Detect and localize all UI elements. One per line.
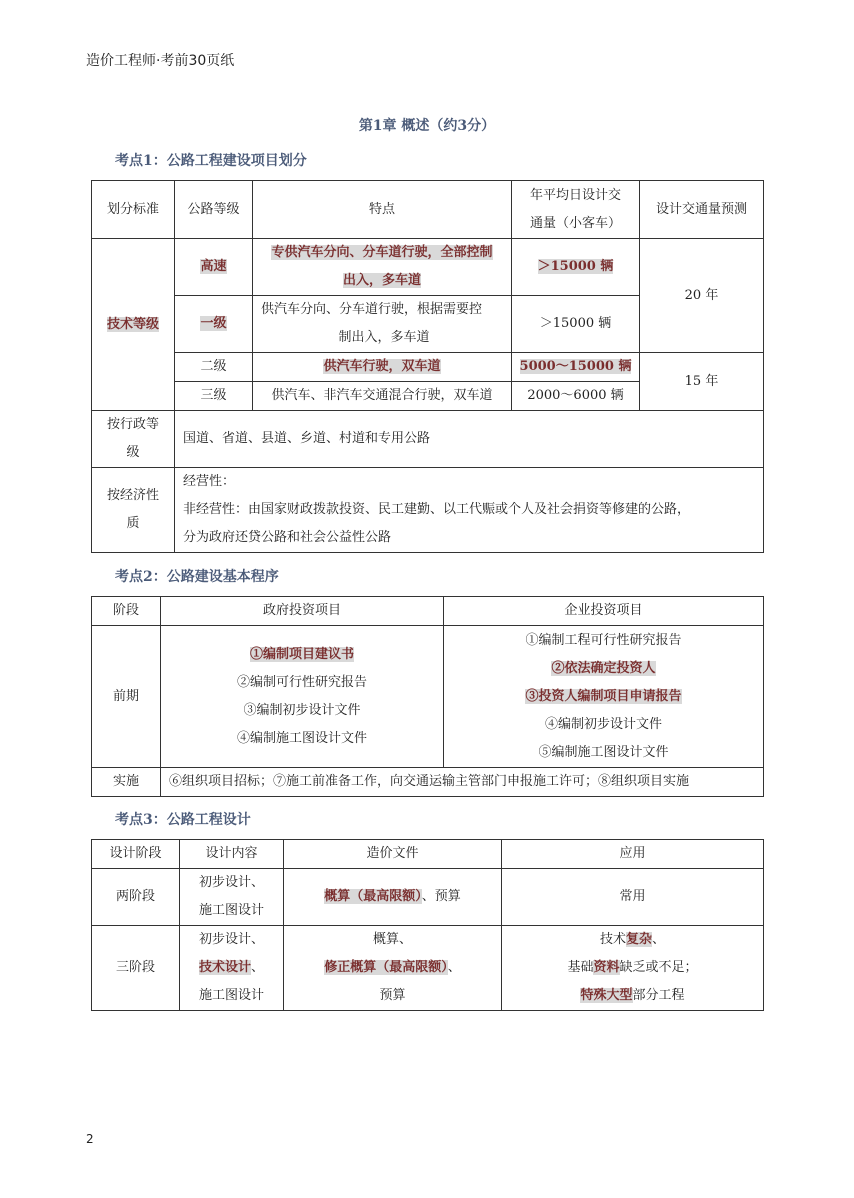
cost-text: 预算 <box>379 988 406 1003</box>
header-cell <box>512 181 640 239</box>
feature-cell: 供汽车、非汽车交通混合行驶，双车道 <box>253 382 512 411</box>
header-cell: 特点 <box>253 181 512 239</box>
grade-cell <box>175 296 253 353</box>
app-cell <box>502 926 764 1011</box>
feature-text: 制出入，多车道 <box>338 330 430 345</box>
app-text: 技术 <box>599 932 626 947</box>
page-header: 造价工程师·考前30页纸 <box>86 53 235 69</box>
gov-steps-cell <box>161 626 444 768</box>
ent-step: ⑤编制施工图设计文件 <box>538 744 669 760</box>
header-cell: 应用 <box>502 840 764 869</box>
forecast-cell: 15 年 <box>640 353 764 411</box>
cost-text: 、预算 <box>421 889 461 904</box>
header-cell: 企业投资项目 <box>444 597 764 626</box>
volume-text: 5000～15000 辆 <box>519 359 632 374</box>
header-cell: 阶段 <box>92 597 161 626</box>
ent-step: ②依法确定投资人 <box>551 660 656 676</box>
tech-grade-cell <box>92 239 175 411</box>
admin-text: 国道、省道、县道、乡道、村道和专用公路 <box>175 411 764 468</box>
admin-label: 按行政等 <box>106 417 159 432</box>
kp3-title: 考点3：公路工程设计 <box>115 812 251 828</box>
volume-cell: 2000～6000 辆 <box>512 382 640 411</box>
app-text: 基础 <box>567 960 594 975</box>
cost-text: 、 <box>447 960 461 975</box>
cost-cell <box>284 869 502 926</box>
header-text: 通量（小客车） <box>529 215 621 231</box>
app-text: 特殊大型 <box>580 988 633 1003</box>
content-cell <box>180 869 284 926</box>
grade-label: 一级 <box>200 316 227 331</box>
gov-step: ④编制施工图设计文件 <box>236 730 367 746</box>
app-cell: 常用 <box>502 869 764 926</box>
cost-text: 概算（最高限额） <box>324 889 422 904</box>
grade-cell: 二级 <box>175 353 253 382</box>
app-text: 部分工程 <box>632 988 685 1003</box>
feature-cell <box>253 296 512 353</box>
stage-cell: 前期 <box>92 626 161 768</box>
header-cell: 政府投资项目 <box>161 597 444 626</box>
gov-step: ③编制初步设计文件 <box>243 702 361 718</box>
stage-cell: 三阶段 <box>92 926 180 1011</box>
header-cell: 公路等级 <box>175 181 253 239</box>
header-cell: 设计交通量预测 <box>640 181 764 239</box>
econ-text: 非经营性：由国家财政拨款投资、民工建勤、以工代赈或个人及社会捐资等修建的公路， <box>183 502 691 517</box>
ent-step: ③投资人编制项目申请报告 <box>525 688 682 704</box>
cost-cell <box>284 926 502 1011</box>
ent-steps-cell <box>444 626 764 768</box>
header-cell: 设计内容 <box>180 840 284 869</box>
feature-cell <box>253 239 512 296</box>
tech-grade-label: 技术等级 <box>106 316 159 332</box>
gov-step: ②编制可行性研究报告 <box>236 674 367 690</box>
stage-cell: 实施 <box>92 768 161 797</box>
econ-label: 质 <box>126 516 140 531</box>
econ-text-cell <box>175 468 764 553</box>
ent-step: ④编制初步设计文件 <box>544 716 662 732</box>
volume-cell <box>512 353 640 382</box>
header-cell: 设计阶段 <box>92 840 180 869</box>
admin-label-cell <box>92 411 175 468</box>
content-text: 初步设计、 <box>198 875 264 890</box>
kp2-table <box>91 596 764 797</box>
content-text: 施工图设计 <box>198 988 264 1003</box>
app-text: 、 <box>652 932 666 947</box>
forecast-cell: 20 年 <box>640 239 764 353</box>
app-text: 资料 <box>593 960 620 975</box>
impl-text: ⑥组织项目招标；⑦施工前准备工作，向交通运输主管部门申报施工许可；⑧组织项目实施 <box>161 768 764 797</box>
volume-cell <box>512 239 640 296</box>
econ-label: 按经济性 <box>106 488 159 503</box>
kp1-title: 考点1：公路工程建设项目划分 <box>115 153 307 169</box>
header-text: 年平均日设计交 <box>529 187 621 203</box>
ent-step: ①编制工程可行性研究报告 <box>525 632 682 648</box>
admin-label: 级 <box>126 445 140 460</box>
app-text: 复杂 <box>625 932 652 947</box>
volume-cell: ＞15000 辆 <box>512 296 640 353</box>
content-cell <box>180 926 284 1011</box>
grade-cell <box>175 239 253 296</box>
econ-label-cell <box>92 468 175 553</box>
grade-label: 高速 <box>200 259 227 274</box>
feature-text: 出入，多车道 <box>342 273 421 288</box>
app-text: 缺乏或不足； <box>619 960 698 975</box>
content-text: 初步设计、 <box>198 932 264 947</box>
gov-step: ①编制项目建议书 <box>249 646 354 662</box>
page-number: 2 <box>86 1132 94 1146</box>
feature-text: 供汽车分向、分车道行驶，根据需要控 <box>261 302 483 317</box>
econ-text: 经营性： <box>183 474 236 489</box>
feature-text: 供汽车行驶，双车道 <box>323 359 441 374</box>
cost-text: 概算、 <box>372 932 412 947</box>
volume-text: ＞15000 辆 <box>537 259 614 274</box>
content-text: 技术设计 <box>198 960 251 975</box>
header-cell: 划分标准 <box>92 181 175 239</box>
stage-cell: 两阶段 <box>92 869 180 926</box>
header-cell: 造价文件 <box>284 840 502 869</box>
cost-text: 修正概算（最高限额） <box>324 960 448 975</box>
econ-text: 分为政府还贷公路和社会公益性公路 <box>183 530 392 545</box>
chapter-title: 第1章 概述（约3分） <box>358 118 496 134</box>
grade-cell: 三级 <box>175 382 253 411</box>
content-text: 施工图设计 <box>198 903 264 918</box>
kp1-table <box>91 180 764 553</box>
kp3-table <box>91 839 764 1011</box>
feature-text: 专供汽车分向、分车道行驶，全部控制 <box>271 245 493 260</box>
feature-cell <box>253 353 512 382</box>
kp2-title: 考点2：公路建设基本程序 <box>115 569 279 585</box>
content-text: 、 <box>251 960 265 975</box>
